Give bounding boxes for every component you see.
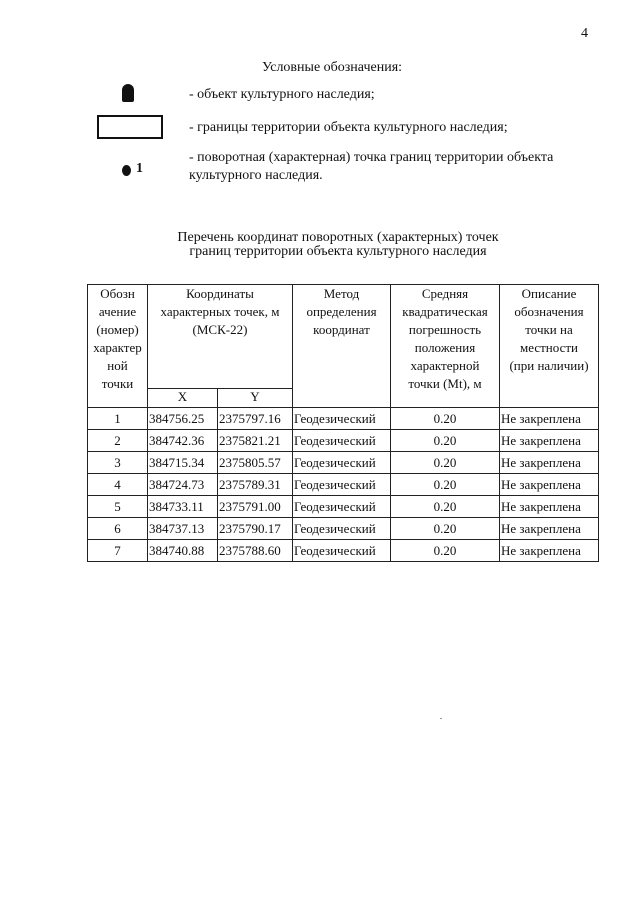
cell-method: Геодезический [293, 496, 391, 518]
coordinates-table [87, 284, 599, 562]
header-coordinates-text: Координаты характерных точек, м (МСК-22) [160, 286, 280, 337]
header-description [500, 285, 599, 408]
cell-x: 384724.73 [148, 474, 218, 496]
cell-description: Не закреплена [500, 408, 599, 430]
cell-description: Не закреплена [500, 452, 599, 474]
header-error-text: Средняя квадратическая погрешность положения характерной точки (Mt), м [402, 286, 488, 391]
table-row [88, 540, 599, 562]
cell-id: 6 [88, 518, 148, 540]
table-row [88, 474, 599, 496]
header-coordinates [148, 285, 293, 389]
cell-id: 5 [88, 496, 148, 518]
cell-y: 2375790.17 [218, 518, 293, 540]
cell-y: 2375789.31 [218, 474, 293, 496]
cell-y: 2375805.57 [218, 452, 293, 474]
cell-x: 384733.11 [148, 496, 218, 518]
cell-id: 4 [88, 474, 148, 496]
cell-method: Геодезический [293, 518, 391, 540]
cell-description: Не закреплена [500, 540, 599, 562]
header-id [88, 285, 148, 408]
legend-text-object: - объект культурного наследия; [189, 87, 375, 102]
legend-symbol-boundary-icon [97, 115, 163, 139]
table-row [88, 496, 599, 518]
cell-id: 1 [88, 408, 148, 430]
table-row [88, 408, 599, 430]
cell-description: Не закреплена [500, 430, 599, 452]
page-number: 4 [581, 26, 588, 41]
cell-description: Не закреплена [500, 496, 599, 518]
cell-id: 7 [88, 540, 148, 562]
legend-symbol-object-icon [122, 84, 134, 102]
list-title-line-2: границ территории объекта культурного наследия [189, 244, 487, 259]
cell-error: 0.20 [391, 408, 500, 430]
list-title-line-1: Перечень координат поворотных (характерных) точек [177, 230, 499, 245]
cell-method: Геодезический [293, 540, 391, 562]
cell-x: 384742.36 [148, 430, 218, 452]
table-row [88, 430, 599, 452]
header-error [391, 285, 500, 408]
cell-method: Геодезический [293, 408, 391, 430]
header-description-text: Описание обозначения точки на местности (при наличии) [509, 286, 589, 373]
header-y: Y [218, 389, 293, 408]
table-body [88, 408, 599, 562]
cell-x: 384756.25 [148, 408, 218, 430]
cell-x: 384737.13 [148, 518, 218, 540]
list-title [0, 231, 640, 259]
cell-y: 2375797.16 [218, 408, 293, 430]
legend-text-turning-point: - поворотная (характерная) точка границ территории объекта культурного наследия. [189, 150, 554, 183]
cell-error: 0.20 [391, 430, 500, 452]
legend-symbol-turning-point-icon [122, 162, 152, 178]
cell-error: 0.20 [391, 474, 500, 496]
cell-x: 384715.34 [148, 452, 218, 474]
cell-y: 2375821.21 [218, 430, 293, 452]
turning-point-label: 1 [136, 161, 143, 176]
cell-method: Геодезический [293, 430, 391, 452]
cell-y: 2375791.00 [218, 496, 293, 518]
cell-y: 2375788.60 [218, 540, 293, 562]
turning-point-dot-icon [122, 165, 131, 176]
stray-mark [440, 718, 442, 719]
header-method-text: Метод определения координат [306, 286, 377, 337]
cell-x: 384740.88 [148, 540, 218, 562]
cell-description: Не закреплена [500, 518, 599, 540]
cell-error: 0.20 [391, 496, 500, 518]
header-id-text: Обозн ачение (номер) характер ной точки [93, 286, 142, 391]
cell-description: Не закреплена [500, 474, 599, 496]
cell-method: Геодезический [293, 452, 391, 474]
cell-id: 3 [88, 452, 148, 474]
header-x: X [148, 389, 218, 408]
table-row [88, 518, 599, 540]
cell-error: 0.20 [391, 518, 500, 540]
cell-id: 2 [88, 430, 148, 452]
header-method [293, 285, 391, 408]
cell-error: 0.20 [391, 540, 500, 562]
cell-error: 0.20 [391, 452, 500, 474]
legend-title: Условные обозначения: [262, 60, 403, 75]
legend-text-boundary: - границы территории объекта культурного наследия; [189, 120, 508, 135]
cell-method: Геодезический [293, 474, 391, 496]
table-row [88, 452, 599, 474]
